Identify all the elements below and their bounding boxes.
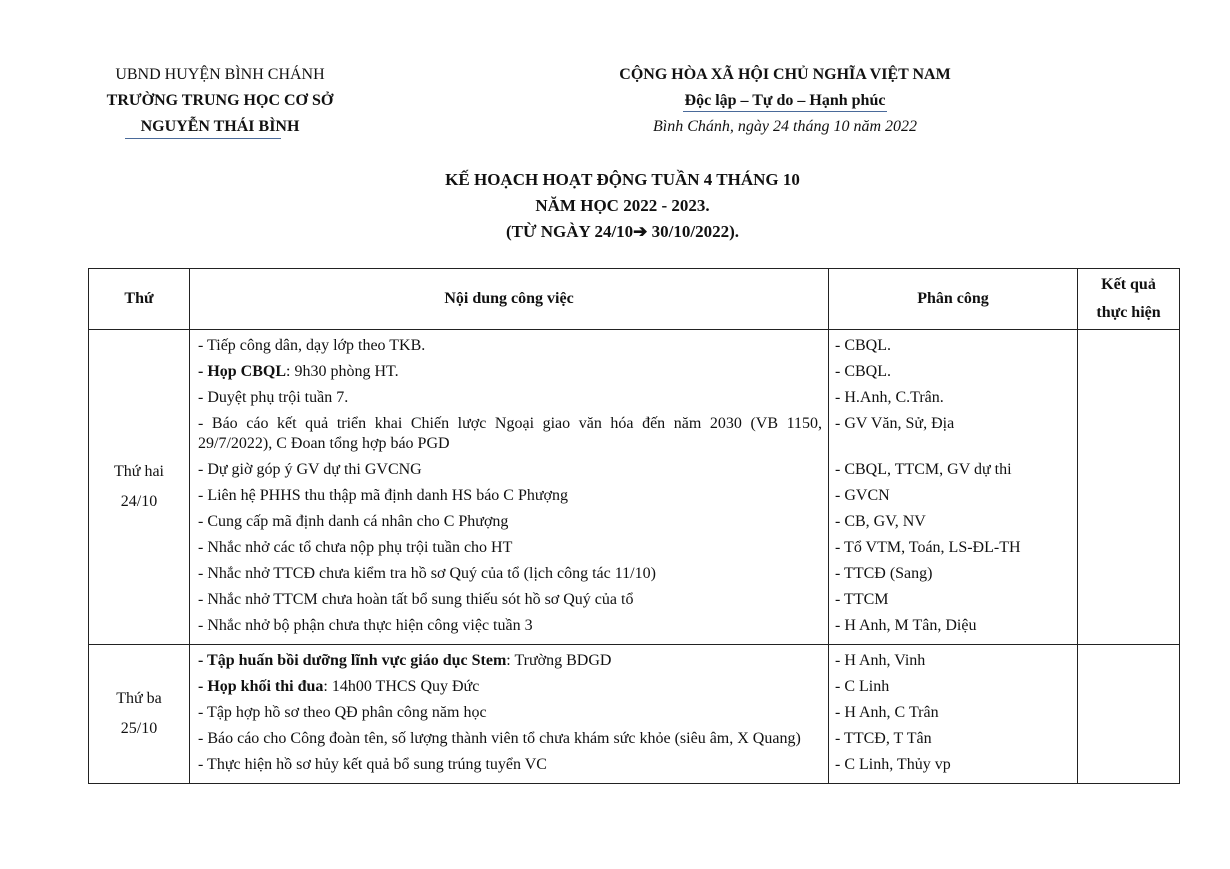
- task-text: - Nhắc nhở các tổ chưa nộp phụ trội tuần cho HT: [198, 539, 513, 556]
- task-text: - Nhắc nhở TTCĐ chưa kiểm tra hồ sơ Quý của tổ (lịch công tác 11/10): [198, 565, 656, 582]
- issuer-underline: [125, 138, 281, 139]
- assign-item: - TTCM: [835, 591, 889, 608]
- task-item: [198, 414, 822, 454]
- day-name: Thứ ba: [116, 690, 162, 707]
- assign-cell: [829, 645, 1078, 784]
- table-header-row: [89, 269, 1180, 330]
- issuer-district: UBND HUYỆN BÌNH CHÁNH: [115, 66, 325, 83]
- assign-item: - CBQL.: [835, 337, 891, 354]
- assign-item: - TTCĐ (Sang): [835, 565, 933, 582]
- task-item: [198, 729, 822, 749]
- task-item: [198, 651, 822, 671]
- day-cell: [89, 645, 190, 784]
- issuer-school-name: NGUYỄN THÁI BÌNH: [140, 118, 300, 135]
- task-text: - Liên hệ PHHS thu thập mã định danh HS báo C Phượng: [198, 487, 568, 504]
- issuer-school-type: TRƯỜNG TRUNG HỌC CƠ SỞ: [106, 92, 334, 109]
- header-assign: Phân công: [829, 269, 1078, 330]
- task-item: [198, 336, 822, 356]
- table-row: [89, 645, 1180, 784]
- day-date: 24/10: [120, 493, 158, 510]
- task-item: [198, 388, 822, 408]
- result-cell: [1078, 645, 1180, 784]
- task-text: - Tiếp công dân, dạy lớp theo TKB.: [198, 337, 426, 354]
- title-line-2: NĂM HỌC 2022 - 2023.: [535, 196, 710, 215]
- assign-cell: [829, 330, 1078, 645]
- task-item: [198, 486, 822, 506]
- weekly-plan-table: [88, 268, 1180, 784]
- tasks-cell: [190, 645, 829, 784]
- task-text: - Nhắc nhở bộ phận chưa thực hiện công việc tuần 3: [198, 617, 533, 634]
- assign-item: - TTCĐ, T Tân: [835, 730, 932, 747]
- task-text: : Trường BDGD: [506, 652, 612, 669]
- task-item: [198, 590, 822, 610]
- tasks-cell: [190, 330, 829, 645]
- day-date: 25/10: [120, 720, 158, 737]
- assign-item: - Tổ VTM, Toán, LS-ĐL-TH: [835, 539, 1021, 556]
- task-bold-label: - Tập huấn bồi dưỡng lĩnh vực giáo dục Stem: [198, 652, 507, 669]
- national-motto-block: [565, 62, 1005, 140]
- task-item: [198, 538, 822, 558]
- assign-item: - GV Văn, Sử, Địa: [835, 415, 955, 432]
- assign-item: - CBQL.: [835, 363, 891, 380]
- issuer-block: [60, 62, 380, 140]
- task-text: - Duyệt phụ trội tuần 7.: [198, 389, 349, 406]
- task-text: : 14h00 THCS Quy Đức: [323, 678, 480, 695]
- task-text: - Dự giờ góp ý GV dự thi GVCNG: [198, 461, 422, 478]
- day-cell: [89, 330, 190, 645]
- result-cell: [1078, 330, 1180, 645]
- title-line-3: (TỪ NGÀY 24/10➔ 30/10/2022).: [505, 222, 740, 241]
- motto-underline: [683, 111, 887, 112]
- task-item: [198, 362, 822, 382]
- assign-item: - C Linh: [835, 678, 890, 695]
- task-text: - Tập hợp hồ sơ theo QĐ phân công năm học: [198, 704, 487, 721]
- title-line-1: KẾ HOẠCH HOẠT ĐỘNG TUẦN 4 THÁNG 10: [445, 170, 800, 189]
- place-date: Bình Chánh, ngày 24 tháng 10 năm 2022: [653, 118, 917, 135]
- header-result: [1078, 269, 1180, 330]
- assign-item: - CBQL, TTCM, GV dự thi: [835, 461, 1012, 478]
- assign-item: - CB, GV, NV: [835, 513, 926, 530]
- task-text: - Nhắc nhở TTCM chưa hoàn tất bổ sung thiếu sót hồ sơ Quý của tổ: [198, 591, 634, 608]
- task-text: - Báo cáo kết quả triển khai Chiến lược Ngoại giao văn hóa đến năm 2030 (VB 1150, 29/7/2022), C Đoan tổng hợp báo PGD: [198, 415, 822, 452]
- assign-item: - H.Anh, C.Trân.: [835, 389, 944, 406]
- task-text: : 9h30 phòng HT.: [286, 363, 399, 380]
- header-result-line-1: Kết quả: [1101, 276, 1156, 293]
- task-item: [198, 460, 822, 480]
- task-item: [198, 616, 822, 636]
- assign-item: - GVCN: [835, 487, 890, 504]
- assign-item: - H Anh, C Trân: [835, 704, 939, 721]
- task-text: - Thực hiện hồ sơ hủy kết quả bổ sung trúng tuyển VC: [198, 756, 547, 773]
- assign-item: - H Anh, Vinh: [835, 652, 926, 669]
- task-item: [198, 703, 822, 723]
- task-item: [198, 564, 822, 584]
- task-text: - Cung cấp mã định danh cá nhân cho C Phượng: [198, 513, 509, 530]
- day-name: Thứ hai: [114, 463, 164, 480]
- country-name: CỘNG HÒA XÃ HỘI CHỦ NGHĨA VIỆT NAM: [619, 66, 951, 83]
- header-result-line-2: thực hiện: [1096, 304, 1161, 321]
- task-item: [198, 755, 822, 775]
- table-row: [89, 330, 1180, 645]
- header-content: Nội dung công việc: [190, 269, 829, 330]
- assign-item: - C Linh, Thủy vp: [835, 756, 951, 773]
- header-day: Thứ: [89, 269, 190, 330]
- task-item: [198, 512, 822, 532]
- task-bold-label: - Họp khối thi đua: [198, 678, 324, 695]
- document-title: [0, 167, 1230, 245]
- task-text: - Báo cáo cho Công đoàn tên, số lượng thành viên tổ chưa khám sức khỏe (siêu âm, X Quang): [198, 730, 801, 747]
- table-body: [89, 330, 1180, 784]
- assign-item: - H Anh, M Tân, Diệu: [835, 617, 977, 634]
- task-item: [198, 677, 822, 697]
- task-bold-label: - Họp CBQL: [198, 363, 287, 380]
- motto: Độc lập – Tự do – Hạnh phúc: [684, 92, 886, 109]
